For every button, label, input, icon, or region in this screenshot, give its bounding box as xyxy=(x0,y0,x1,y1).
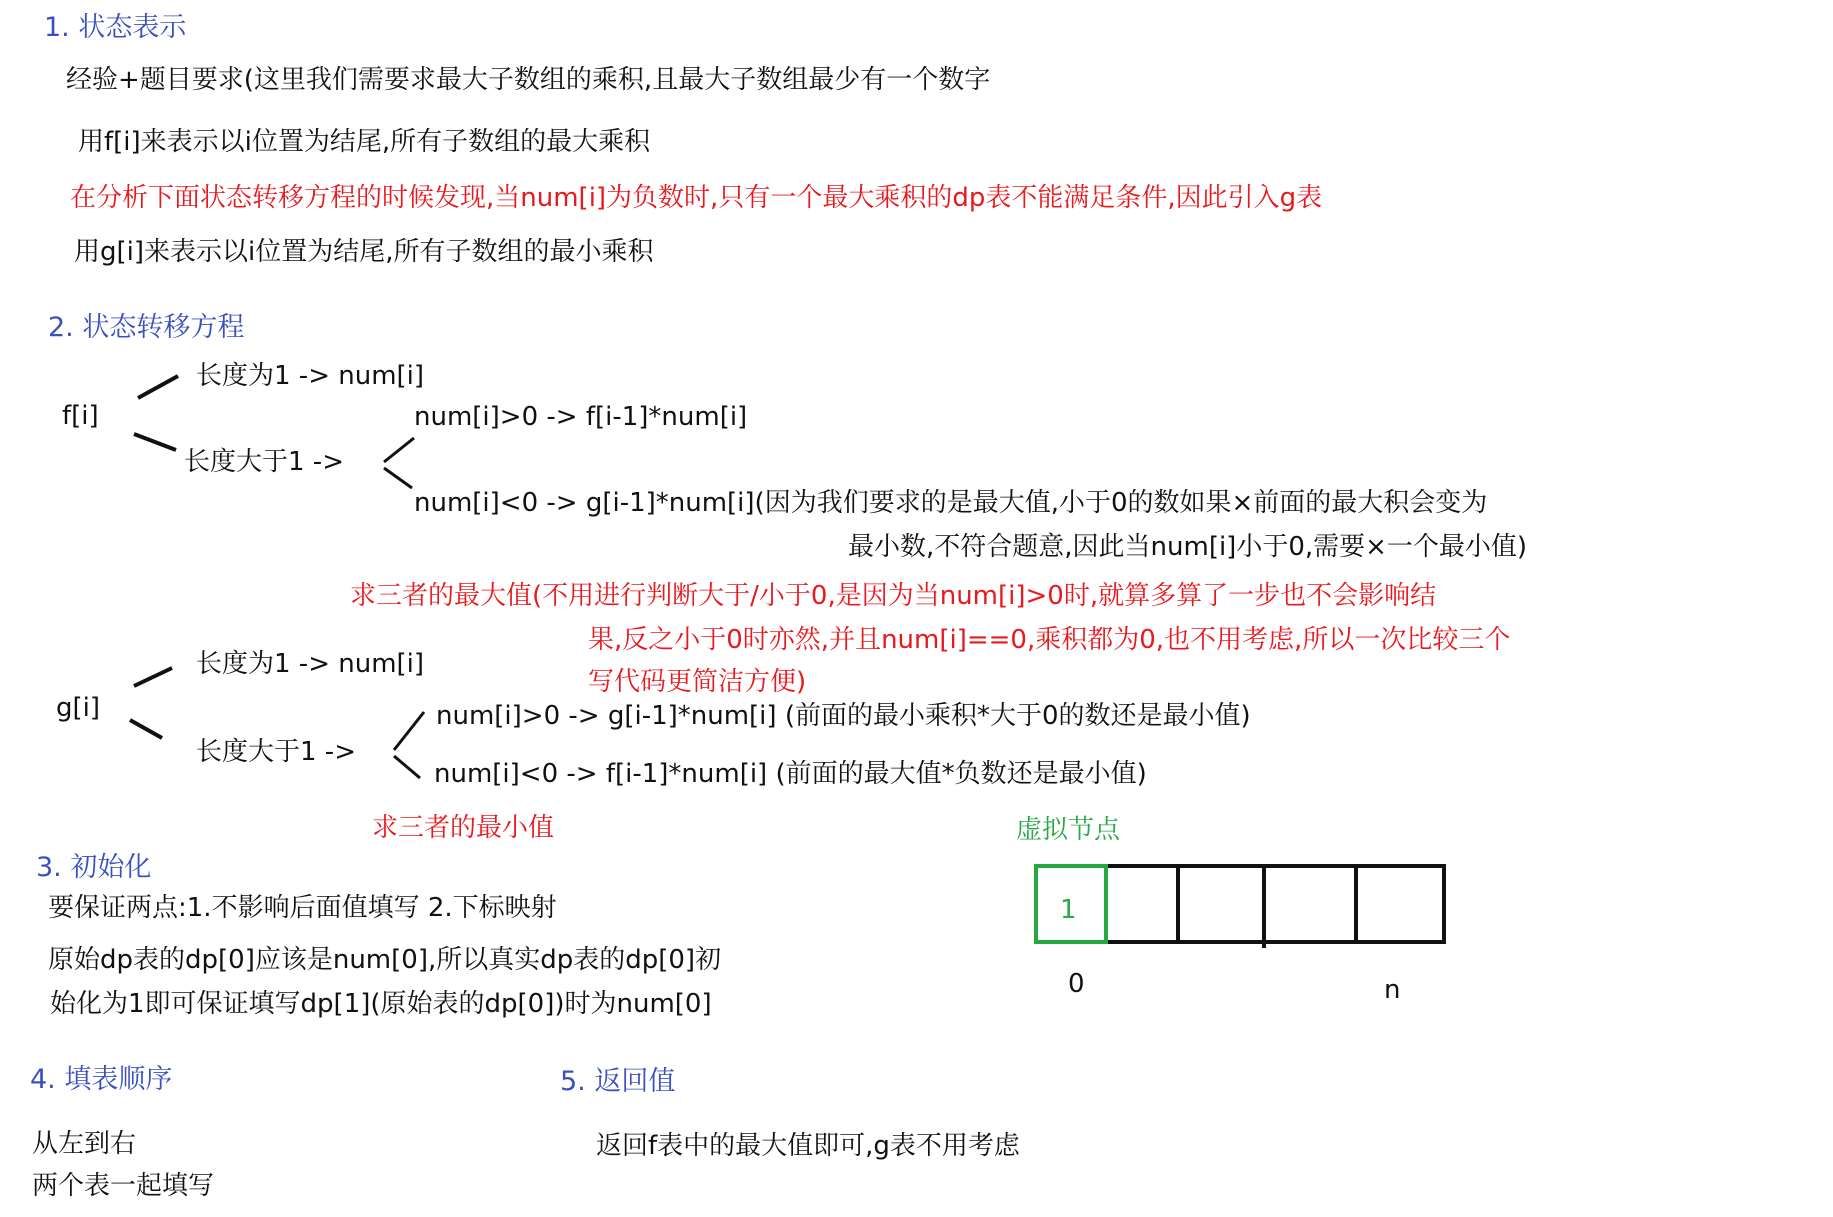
g-branch-up xyxy=(134,668,172,686)
section1-line1: 经验+题目要求(这里我们需要求最大子数组的乘积,且最大子数组最少有一个数字 xyxy=(66,65,991,95)
g-sub-up xyxy=(394,712,424,750)
g-sub-down xyxy=(394,756,420,778)
section2-title: 2. 状态转移方程 xyxy=(48,312,245,343)
f-pos-case: num[i]>0 -> f[i-1]*num[i] xyxy=(414,402,748,432)
section4-line1: 从左到右 xyxy=(32,1129,137,1159)
section4-line2: 两个表一起填写 xyxy=(32,1171,215,1201)
g-pos-case: num[i]>0 -> g[i-1]*num[i] (前面的最小乘积*大于0的数还是最小值) xyxy=(436,701,1251,731)
section3-title: 3. 初始化 xyxy=(36,852,152,883)
f-len1: 长度为1 -> num[i] xyxy=(196,361,425,391)
f-sub-down xyxy=(384,468,412,488)
index-end: n xyxy=(1384,975,1401,1005)
section3-line1: 要保证两点:1.不影响后面值填写 2.下标映射 xyxy=(48,893,557,923)
f-neg-case-cont: 最小数,不符合题意,因此当num[i]小于0,需要×一个最小值) xyxy=(848,532,1528,562)
section4-title: 4. 填表顺序 xyxy=(30,1064,173,1095)
virtual-node-value: 1 xyxy=(1060,895,1077,925)
f-label: f[i] xyxy=(62,401,99,431)
array-frame xyxy=(1036,866,1444,942)
virtual-node-box xyxy=(1036,866,1106,942)
section1-line2: 用f[i]来表示以i位置为结尾,所有子数组的最大乘积 xyxy=(78,127,651,157)
section5-title: 5. 返回值 xyxy=(560,1066,676,1097)
virtual-node-label: 虚拟节点 xyxy=(1016,815,1121,845)
g-branch-down xyxy=(130,720,162,738)
section1-title: 1. 状态表示 xyxy=(44,12,187,43)
f-len-gt1: 长度大于1 -> xyxy=(184,447,344,477)
f-note-1: 求三者的最大值(不用进行判断大于/小于0,是因为当num[i]>0时,就算多算了一步也不会影响结 xyxy=(350,581,1437,611)
section5-line1: 返回f表中的最大值即可,g表不用考虑 xyxy=(596,1131,1020,1161)
f-note-2: 果,反之小于0时亦然,并且num[i]==0,乘积都为0,也不用考虑,所以一次比较三个 xyxy=(588,625,1511,655)
f-sub-up xyxy=(384,438,414,462)
index-start: 0 xyxy=(1068,969,1085,999)
g-len1: 长度为1 -> num[i] xyxy=(196,649,425,679)
section3-line3: 始化为1即可保证填写dp[1](原始表的dp[0])时为num[0] xyxy=(50,989,712,1019)
g-len-gt1: 长度大于1 -> xyxy=(196,737,356,767)
g-neg-case: num[i]<0 -> f[i-1]*num[i] (前面的最大值*负数还是最小值) xyxy=(434,759,1147,789)
f-neg-case: num[i]<0 -> g[i-1]*num[i](因为我们要求的是最大值,小于0的数如果×前面的最大积会变为 xyxy=(414,488,1488,518)
section1-note: 在分析下面状态转移方程的时候发现,当num[i]为负数时,只有一个最大乘积的dp表不能满足条件,因此引入g表 xyxy=(70,183,1323,213)
g-note: 求三者的最小值 xyxy=(372,813,555,843)
f-branch-up xyxy=(138,376,178,398)
f-branch-down xyxy=(134,434,176,450)
section1-line3: 用g[i]来表示以i位置为结尾,所有子数组的最小乘积 xyxy=(74,237,654,267)
section3-line2: 原始dp表的dp[0]应该是num[0],所以真实dp表的dp[0]初 xyxy=(48,945,722,975)
g-label: g[i] xyxy=(56,693,101,723)
f-note-3: 写代码更简洁方便) xyxy=(588,667,807,697)
